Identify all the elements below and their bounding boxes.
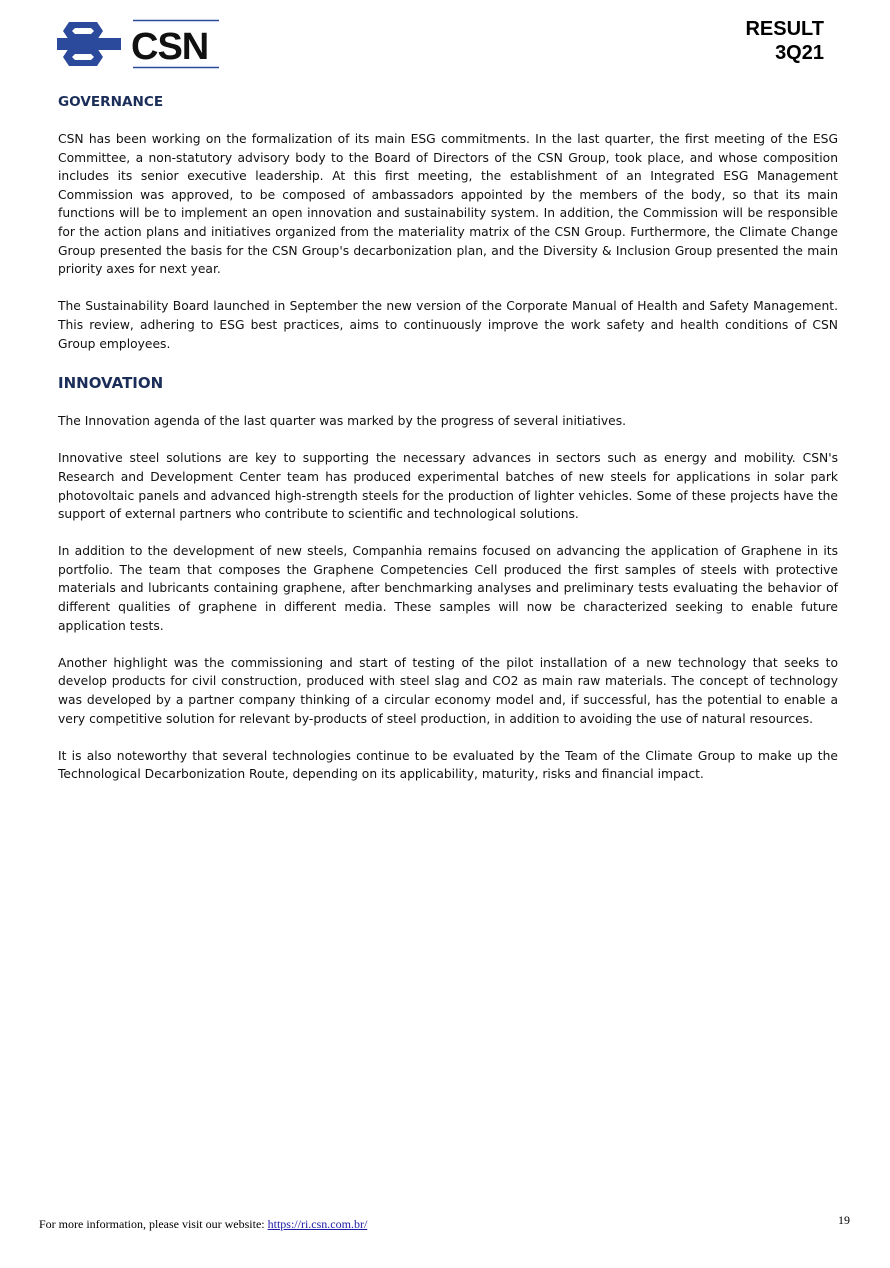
governance-heading: GOVERNANCE	[58, 94, 164, 110]
logo-text: CSN	[131, 26, 209, 68]
innovation-paragraph-3: In addition to the development of new steels, Companhia remains focused on advancing the application of Graphene in its portfolio. The team that composes the Graphene Competencies Cell produced the first samples of steels with protective materials and lubricants containing graphene, after benchmarking analyses and preliminary tests evaluating the behavior of different qualities of graphene in different media. These samples will now be characterized seeking to enable future application tests.	[58, 544, 838, 633]
website-link[interactable]: https://ri.csn.com.br/	[267, 1217, 368, 1231]
csn-logo-icon	[57, 19, 221, 69]
footer	[39, 1217, 367, 1232]
main-content	[58, 92, 838, 803]
innovation-paragraph-4: Another highlight was the commissioning and start of testing of the pilot installation of a new technology that seeks to develop products for civil construction, produced with steel slag and CO2 as main raw materials. The concept of technology was developed by a partner company thinking of a circular economy model and, if successful, has the potential to enable a very competitive solution for relevant by-products of steel production, in addition to avoiding the use of natural resources.	[58, 655, 838, 726]
innovation-heading: INNOVATION	[58, 374, 164, 393]
result-title: RESULT	[745, 18, 824, 40]
page-number: 19	[838, 1213, 850, 1227]
governance-paragraph-1: CSN has been working on the formalization of its main ESG commitments. In the last quarter, the first meeting of the ESG Committee, a non-statutory advisory body to the Board of Directors of the CSN Group, took place, and whose composition includes its senior executive leadership. At this first meeting, the establishment of an Integrated ESG Management Commission was approved, to be composed of ambassadors appointed by the members of the body, so that its main functions will be to implement an open innovation and sustainability system. In addition, the Commission will be responsible for the action plans and initiatives organized from the materiality matrix of the CSN Group. Furthermore, the Climate Change Group presented the basis for the CSN Group's decarbonization plan, and the Diversity & Inclusion Group presented the main priority axes for next year.	[58, 132, 838, 277]
csn-logo	[57, 19, 221, 69]
result-period: 3Q21	[775, 42, 824, 64]
governance-paragraph-2: The Sustainability Board launched in September the new version of the Corporate Manual of Health and Safety Management. This review, adhering to ESG best practices, aims to continuously improve the work safety and health conditions of CSN Group employees.	[58, 299, 838, 351]
report-label	[745, 17, 824, 65]
innovation-paragraph-1: The Innovation agenda of the last quarter was marked by the progress of several initiatives.	[58, 414, 627, 429]
innovation-paragraph-5: It is also noteworthy that several technologies continue to be evaluated by the Team of the Climate Group to make up the Technological Decarbonization Route, depending on its applicability, maturity, risks and financial impact.	[58, 748, 838, 782]
footer-text: For more information, please visit our website:	[39, 1217, 268, 1231]
innovation-paragraph-2: Innovative steel solutions are key to supporting the necessary advances in sectors such as energy and mobility. CSN's Research and Development Center team has produced experimental batches of new steels for applications in solar park photovoltaic panels and advanced high-strength steels for the production of lighter vehicles. Some of these projects have the support of external partners who contribute to scientific and technological solutions.	[58, 451, 838, 522]
